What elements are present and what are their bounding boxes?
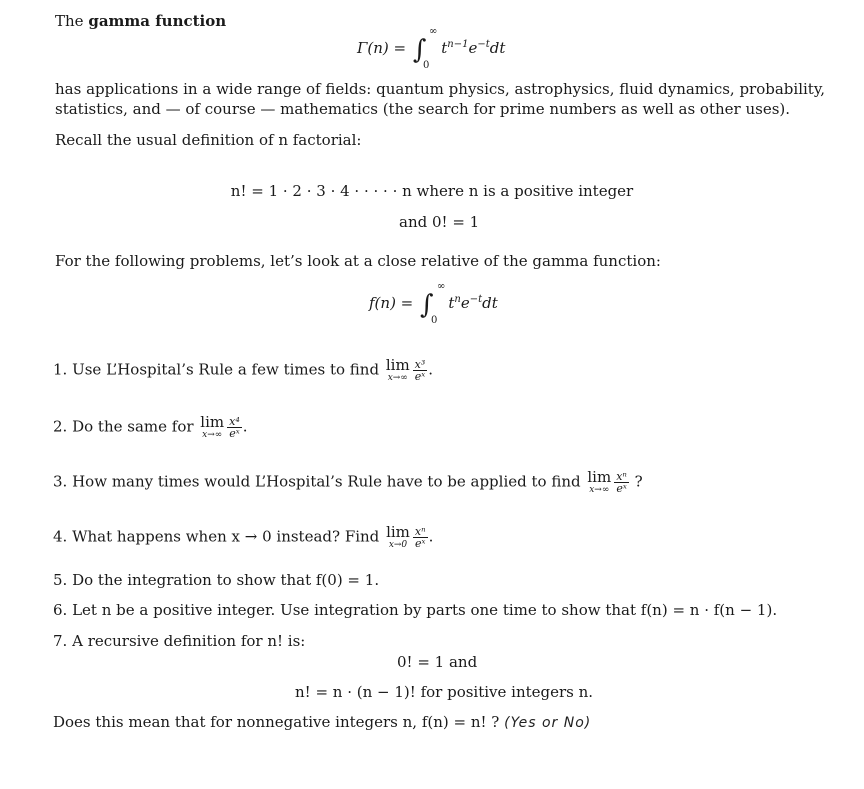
handwritten-note: (Yes or No) <box>504 715 592 731</box>
problem-2: 2. Do the same for lim x→∞ $\frac{\text{x⁴}}{\text{eˣ}}$ . <box>53 413 248 441</box>
problem-3: 3. How many times would L’Hospital’s Rule have to be applied to find lim x→∞ $\frac{\text{xⁿ}}{\text{eˣ}}$ ? <box>53 468 643 496</box>
applications-line-1: has applications in a wide range of fields: quantum physics, astrophysics, fluid dynamics, probability, <box>55 80 826 98</box>
relative-text: For the following problems, let’s look at a close relative of the gamma function: <box>55 252 661 270</box>
gamma-equation: Γ(n) = ∫ ∞ 0 $t^{n-1}e^{-t}dt$ <box>357 26 506 71</box>
problem-1: 1. Use L’Hospital’s Rule a few times to find lim x→∞ $\frac{\text{x³}}{\text{eˣ}}$ . <box>53 356 434 384</box>
limit-operator: lim x→∞ <box>587 468 612 495</box>
integral-sign: ∫ <box>412 35 427 65</box>
problem-6: 6. Let n be a positive integer. Use integration by parts one time to show that f(n) = n · f(n − 1). <box>53 601 778 619</box>
limit-operator: lim x→∞ <box>385 356 410 383</box>
recursive-line-1: 0! = 1 and <box>397 653 478 671</box>
limit-operator: lim x→∞ <box>200 413 225 440</box>
integral-sign: ∫ <box>420 290 434 320</box>
problem-4: 4. What happens when x → 0 instead? Find lim x→0 $\frac{\text{xⁿ}}{\text{eˣ}}$ . <box>53 523 434 551</box>
limit-operator: lim x→0 <box>386 523 410 550</box>
fraction: $\frac{\text{xⁿ}}{\text{eˣ}}$ <box>616 469 627 496</box>
problem-5: 5. Do the integration to show that f(0) = 1. <box>53 571 380 589</box>
factorial-zero: and 0! = 1 <box>399 213 480 231</box>
problem-7: 7. A recursive definition for n! is: <box>53 632 306 650</box>
fraction: $\frac{\text{x³}}{\text{eˣ}}$ <box>414 357 426 384</box>
title: The gamma function <box>55 12 227 30</box>
recall-text: Recall the usual definition of n factorial: <box>55 131 362 149</box>
recursive-line-2: n! = n · (n − 1)! for positive integers n. <box>295 683 594 701</box>
applications-line-2: statistics, and — of course — mathematics (the search for prime numbers as well as other uses). <box>55 100 791 118</box>
f-equation: f(n) = ∫ ∞ 0 $t^ne^{-t}dt$ <box>369 281 498 326</box>
fraction: $\frac{\text{x⁴}}{\text{eˣ}}$ <box>229 414 240 441</box>
final-question: Does this mean that for nonnegative integers n, f(n) = n! ? (Yes or No) <box>53 713 592 731</box>
fraction: $\frac{\text{xⁿ}}{\text{eˣ}}$ <box>414 524 426 551</box>
factorial-definition: n! = 1 · 2 · 3 · 4 · · · · · n where n is a positive integer <box>230 182 634 200</box>
